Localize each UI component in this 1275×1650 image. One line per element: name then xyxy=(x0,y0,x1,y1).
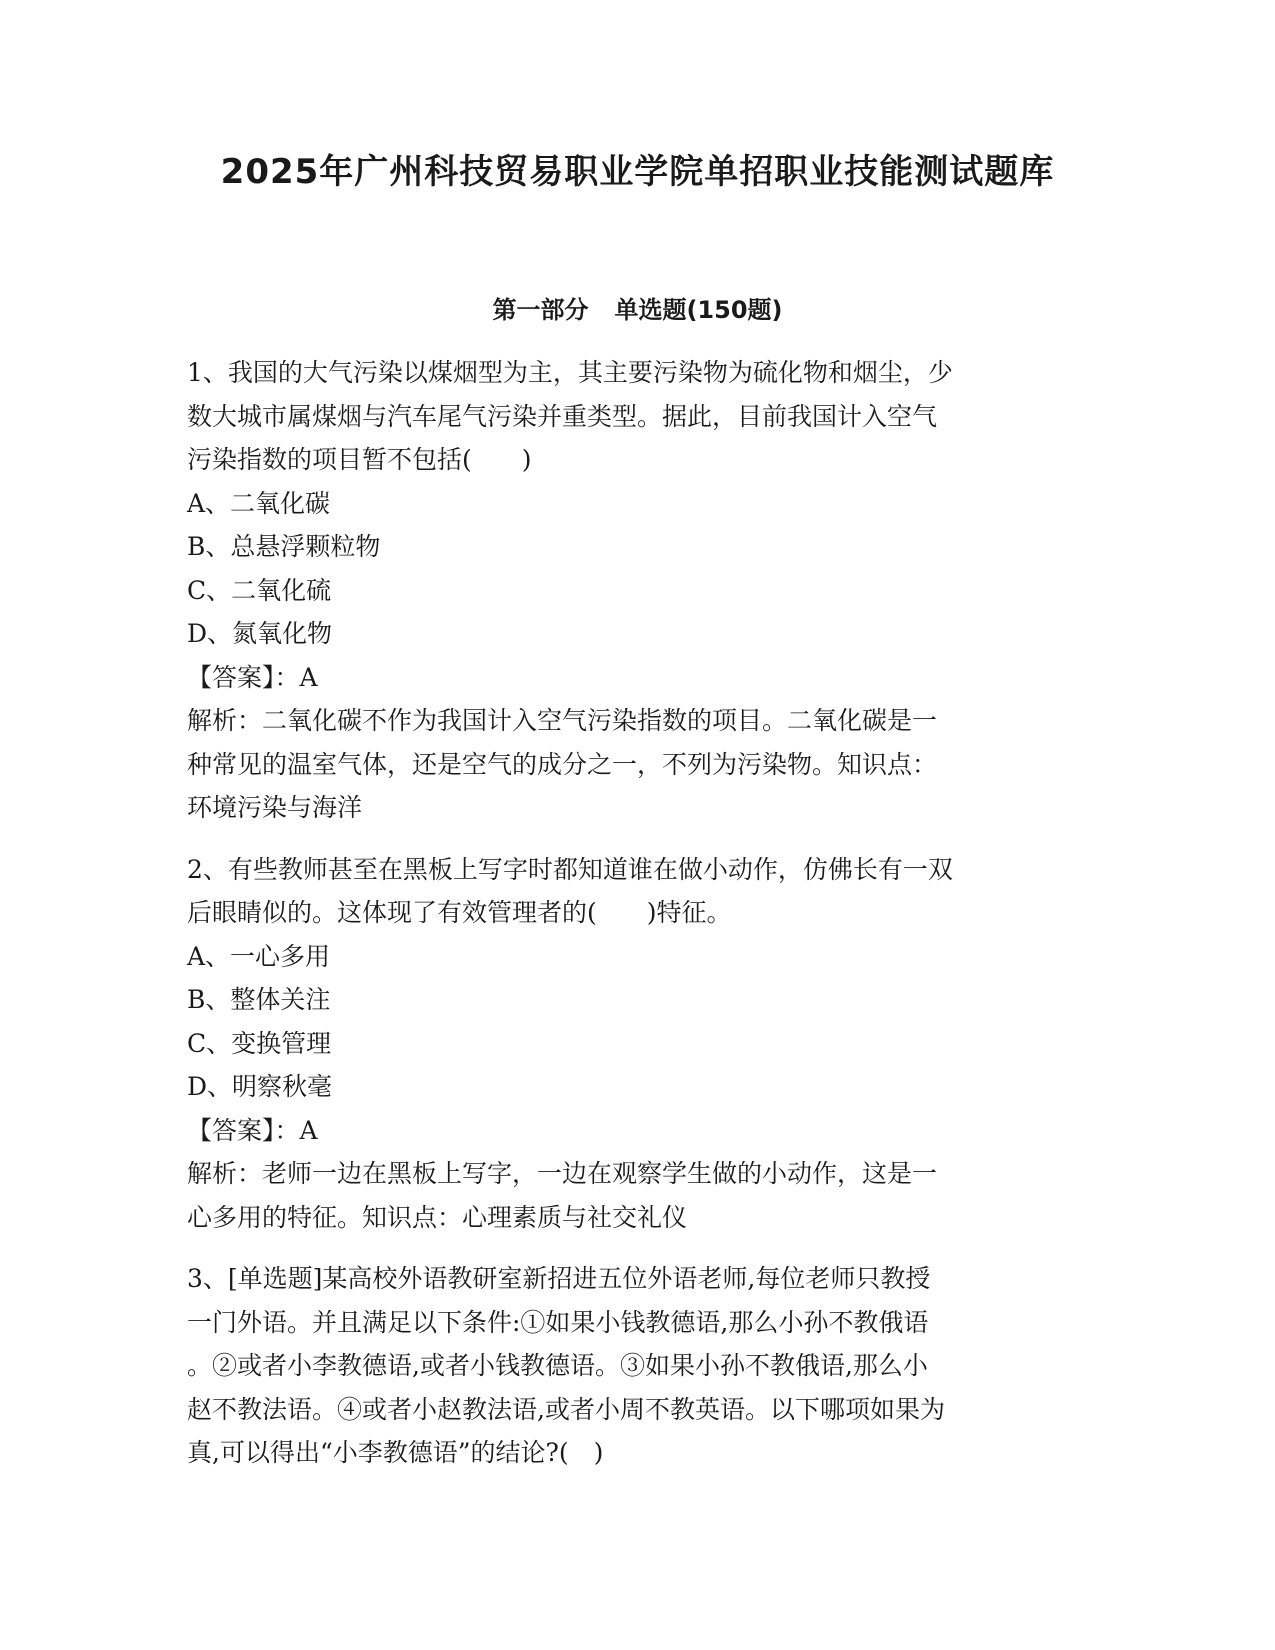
option-a: A、二氧化碳 xyxy=(187,488,331,518)
question-stem-line: 数大城市属煤烟与汽车尾气污染并重类型。据此，目前我国计入空气 xyxy=(187,401,938,431)
analysis-line: 心多用的特征。知识点：心理素质与社交礼仪 xyxy=(187,1202,688,1232)
analysis-line: 解析：二氧化碳不作为我国计入空气污染指数的项目。二氧化碳是一 xyxy=(187,706,938,735)
option-b: B、总悬浮颗粒物 xyxy=(187,532,381,561)
question-2 xyxy=(187,848,1087,1240)
option-a: A、一心多用 xyxy=(187,941,331,971)
question-stem-line: 1、我国的大气污染以煤烟型为主，其主要污染物为硫化物和烟尘，少 xyxy=(187,358,953,387)
question-list xyxy=(187,351,1087,1475)
question-3 xyxy=(187,1257,1087,1475)
option-d: D、明察秋毫 xyxy=(187,1072,333,1101)
question-stem-line: 赵不教法语。④或者小赵教法语,或者小周不教英语。以下哪项如果为 xyxy=(187,1394,945,1424)
analysis-line: 环境污染与海洋 xyxy=(187,793,363,822)
analysis-line: 种常见的温室气体，还是空气的成分之一，不列为污染物。知识点： xyxy=(187,749,938,779)
section-title xyxy=(0,292,1275,328)
section-name: 单选题(150题) xyxy=(614,296,783,324)
question-stem-line: 2、有些教师甚至在黑板上写字时都知道谁在做小动作，仿佛长有一双 xyxy=(187,854,953,884)
option-c: C、二氧化硫 xyxy=(187,575,332,605)
answer-line: 【答案】：A xyxy=(187,1115,318,1145)
question-stem-line: 一门外语。并且满足以下条件:①如果小钱教德语,那么小孙不教俄语 xyxy=(187,1307,929,1337)
option-b: B、整体关注 xyxy=(187,985,331,1014)
question-stem-line: 。②或者小李教德语,或者小钱教德语。③如果小孙不教俄语,那么小 xyxy=(187,1351,928,1380)
document-title: 2025年广州科技贸易职业学院单招职业技能测试题库 xyxy=(220,152,1055,192)
section-label: 第一部分 xyxy=(492,296,589,324)
question-stem-line: 3、[单选题]某高校外语教研室新招进五位外语老师,每位老师只教授 xyxy=(187,1264,931,1293)
question-stem-line: 真,可以得出“小李教德语”的结论?( ) xyxy=(187,1438,604,1467)
answer-line: 【答案】：A xyxy=(187,662,318,692)
option-c: C、变换管理 xyxy=(187,1028,332,1058)
question-1 xyxy=(187,351,1087,830)
analysis-line: 解析：老师一边在黑板上写字，一边在观察学生做的小动作，这是一 xyxy=(187,1159,938,1188)
option-d: D、氮氧化物 xyxy=(187,619,333,648)
question-stem-line: 后眼睛似的。这体现了有效管理者的( )特征。 xyxy=(187,898,732,927)
question-stem-line: 污染指数的项目暂不包括( ) xyxy=(187,445,532,474)
